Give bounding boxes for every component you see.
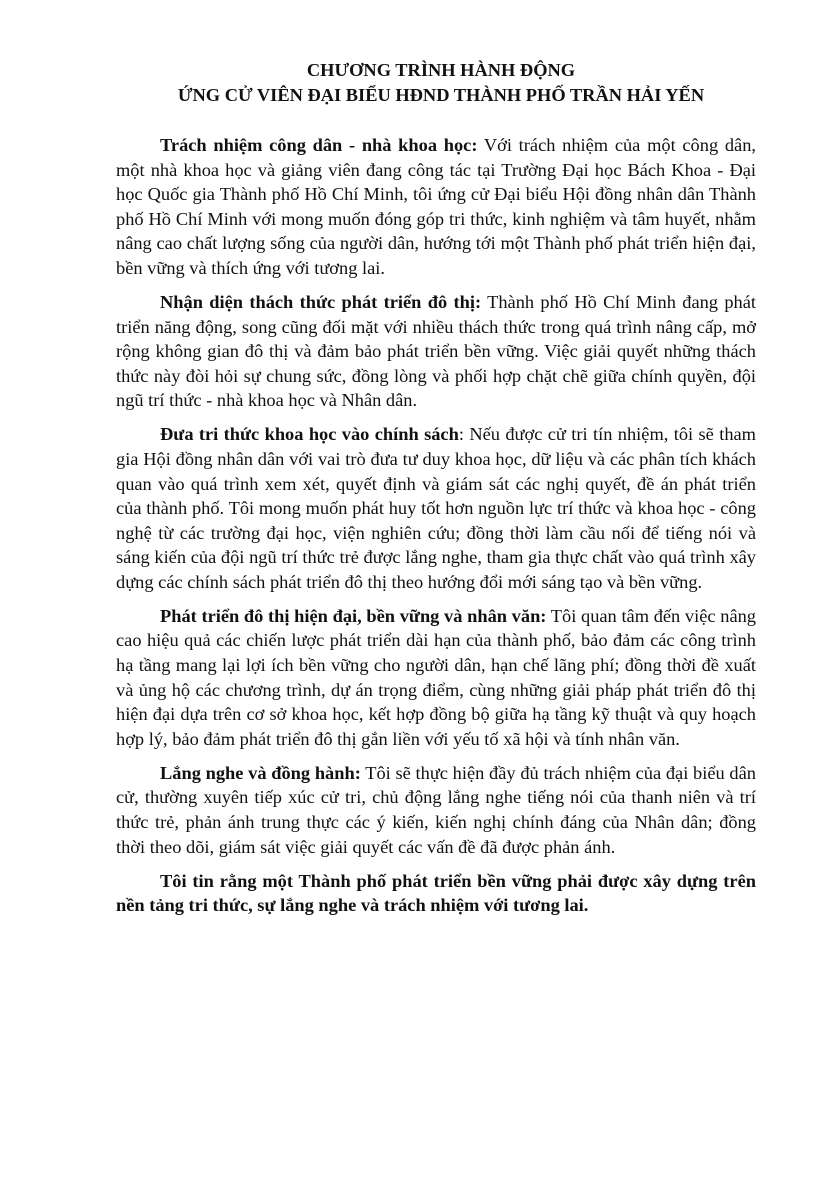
paragraph-text: Thành phố Hồ Chí Minh đang phát triển năng động, song cũng đối mặt với nhiều thách thức trong quá trình nâng cấp, mở rộng không gian đô thị và đảm bảo phát triển bền vững. Việc giải quyết những thách thức này đòi hỏi sự chung sức, đồng lòng và phối hợp chặt chẽ giữa chính quyền, đội ngũ trí thức - nhà khoa học và Nhân dân. <box>116 291 757 411</box>
title-line-2: ỨNG CỬ VIÊN ĐẠI BIỂU HĐND THÀNH PHỐ TRẦN HẢI YẾN <box>177 85 705 105</box>
paragraph-text: Tôi sẽ thực hiện đầy đủ trách nhiệm của đại biểu dân cử, thường xuyên tiếp xúc cử tri, chủ động lắng nghe tiếng nói của thanh niên và trí thức trẻ, phản ánh trung thực các ý kiến, kiến nghị chính đáng của Nhân dân; đồng thời theo dõi, giám sát việc giải quyết các vấn đề đã được phản ánh. <box>116 762 756 857</box>
paragraph-heading: Lắng nghe và đồng hành: <box>160 762 361 783</box>
paragraph-text: Tôi quan tâm đến việc nâng cao hiệu quả các chiến lược phát triển dài hạn của thành phố, bảo đảm các công trình hạ tầng mang lại lợi ích bền vững cho người dân, hạn chế lãng phí; đồng thời đề xuất và ủng hộ các chương trình, dự án trọng điểm, cùng những giải pháp phát triển đô thị hiện đại dựa trên cơ sở khoa học, kết hợp đồng bộ giữa hạ tầng kỹ thuật và quy hoạch hợp lý, bảo đảm phát triển đô thị gắn liền với yếu tố xã hội và tính nhân văn. <box>116 605 756 749</box>
paragraph-text: Với trách nhiệm của một công dân, một nhà khoa học và giảng viên đang công tác tại Trường Đại học Bách Khoa - Đại học Quốc gia Thành phố Hồ Chí Minh, tôi ứng cử Đại biểu Hội đồng nhân dân Thành phố Hồ Chí Minh với mong muốn đóng góp tri thức, kinh nghiệm và tâm huyết, nhằm nâng cao chất lượng sống của người dân, hướng tới một Thành phố phát triển hiện đại, bền vững và thích ứng với tương lai. <box>116 135 756 278</box>
document-title <box>80 58 802 108</box>
paragraph-urban-challenges <box>116 290 756 413</box>
paragraph-text: : Nếu được cử tri tín nhiệm, tôi sẽ tham gia Hội đồng nhân dân với vai trò đưa tư duy khoa học, dữ liệu và các phân tích khách quan vào quá trình xem xét, quyết định và giám sát các nghị quyết, đề án phát triển của thành phố. Tôi mong muốn phát huy tốt hơn nguồn lực trí thức và khoa học - công nghệ từ các trường đại học, viện nghiên cứu; đồng thời làm cầu nối để tiếng nói và sáng kiến của đội ngũ trí thức trẻ được lắng nghe, tham gia thực chất vào quá trình xây dựng các chính sách phát triển đô thị theo hướng đổi mới sáng tạo và bền vững. <box>116 424 756 592</box>
paragraph-heading: Nhận diện thách thức phát triển đô thị: <box>160 291 482 312</box>
paragraph-heading: Phát triển đô thị hiện đại, bền vững và nhân văn: <box>160 605 547 626</box>
closing-statement: Tôi tin rằng một Thành phố phát triển bền vững phải được xây dựng trên nền tảng tri thức, sự lắng nghe và trách nhiệm với tương lai. <box>116 870 756 916</box>
paragraph-heading: Trách nhiệm công dân - nhà khoa học: <box>160 135 478 155</box>
paragraph-science-policy <box>116 422 756 594</box>
paragraph-listening <box>116 761 756 859</box>
paragraph-urban-development <box>116 604 756 752</box>
paragraph-civic-responsibility <box>116 133 756 281</box>
document-body <box>116 133 756 927</box>
title-line-1: CHƯƠNG TRÌNH HÀNH ĐỘNG <box>306 60 576 80</box>
paragraph-heading: Đưa tri thức khoa học vào chính sách <box>160 424 459 445</box>
